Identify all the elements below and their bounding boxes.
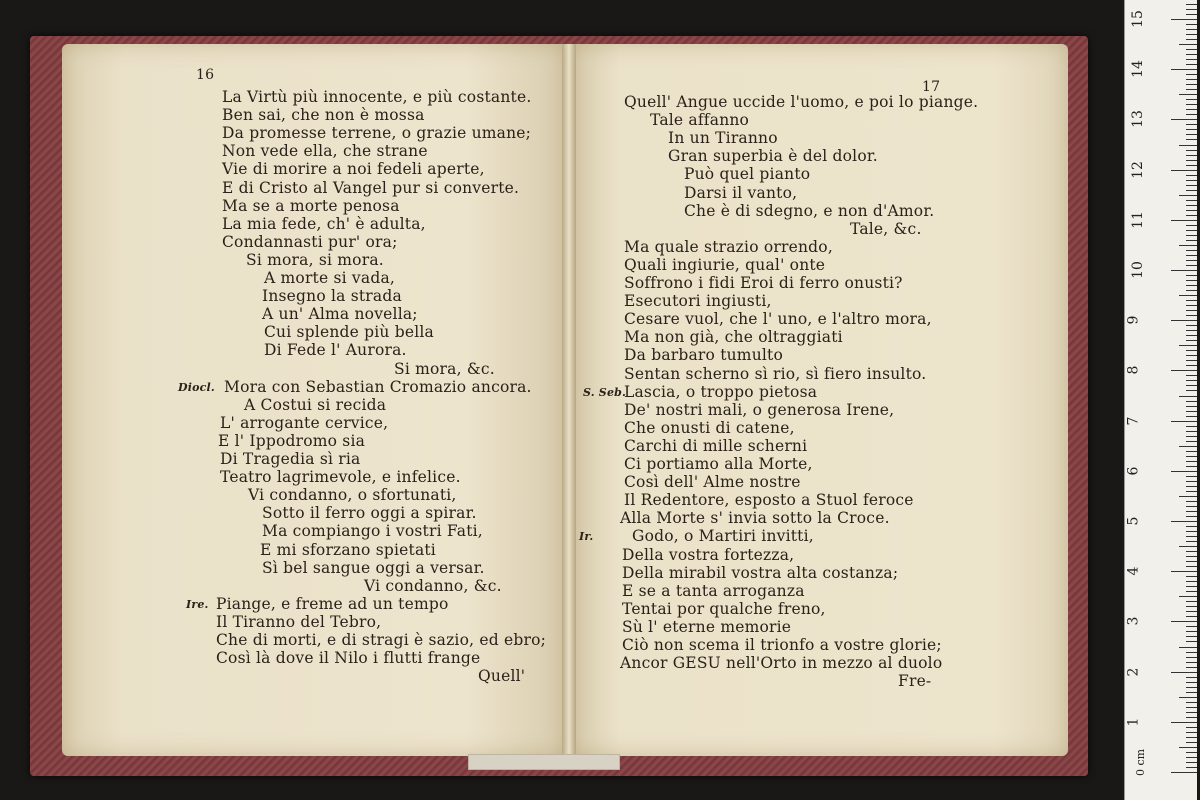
ruler-tick bbox=[1186, 566, 1197, 567]
ruler-tick bbox=[1171, 19, 1197, 20]
ruler-tick bbox=[1186, 285, 1197, 286]
verse-line: Tale, &c. bbox=[850, 219, 922, 238]
ruler-tick bbox=[1186, 150, 1197, 151]
verse-line: Sì bel sangue oggi a versar. bbox=[262, 558, 485, 577]
verse-line: Il Tiranno del Tebro, bbox=[216, 612, 382, 631]
ruler-tick bbox=[1186, 104, 1197, 105]
verse-line: Quell' Angue uccide l'uomo, e poi lo piange. bbox=[624, 93, 979, 111]
verse-line: Della vostra fortezza, bbox=[622, 545, 795, 564]
ruler-tick bbox=[1179, 44, 1197, 45]
ruler-tick bbox=[1186, 601, 1197, 602]
ruler-tick bbox=[1186, 727, 1197, 728]
ruler-tick bbox=[1186, 340, 1197, 341]
ruler-tick bbox=[1186, 486, 1197, 487]
ruler-tick bbox=[1186, 99, 1197, 100]
ruler-tick bbox=[1171, 119, 1197, 120]
ruler-tick bbox=[1186, 461, 1197, 462]
ruler-number: 1 bbox=[1125, 717, 1142, 727]
ruler-number: 11 bbox=[1129, 210, 1146, 229]
ruler-number: 12 bbox=[1129, 160, 1146, 179]
verse-line: Di Tragedia sì ria bbox=[220, 450, 361, 468]
verse-line: Alla Morte s' invia sotto la Croce. bbox=[620, 509, 890, 528]
ruler-number: 8 bbox=[1125, 365, 1142, 375]
verse-line: Il Redentore, esposto a Stuol feroce bbox=[624, 491, 914, 510]
verse-line: Tale affanno bbox=[650, 111, 750, 130]
ruler-tick bbox=[1171, 320, 1197, 321]
ruler-tick bbox=[1186, 29, 1197, 30]
verse-line: Si mora, &c. bbox=[394, 359, 495, 378]
ruler-tick bbox=[1186, 265, 1197, 266]
ruler-tick bbox=[1186, 49, 1197, 50]
ruler-tick bbox=[1186, 175, 1197, 176]
ruler-tick bbox=[1171, 170, 1197, 171]
verse-line: Da promesse terrene, o grazie umane; bbox=[222, 124, 532, 143]
ruler-tick bbox=[1186, 200, 1197, 201]
verse-line: Si mora, si mora. bbox=[246, 250, 384, 269]
measurement-ruler bbox=[1124, 0, 1197, 800]
verse-line: Così là dove il Nilo i flutti frange bbox=[216, 649, 481, 668]
ruler-tick bbox=[1186, 541, 1197, 542]
ruler-tick bbox=[1186, 310, 1197, 311]
ruler-tick bbox=[1186, 501, 1197, 502]
ruler-tick bbox=[1186, 611, 1197, 612]
verse-line: Insegno la strada bbox=[262, 287, 402, 306]
ruler-tick bbox=[1186, 762, 1197, 763]
ruler-tick bbox=[1186, 692, 1197, 693]
ruler-tick bbox=[1186, 556, 1197, 557]
verse-line: La Virtù più innocente, e più costante. bbox=[222, 88, 532, 106]
ruler-tick bbox=[1171, 270, 1197, 271]
ruler-tick bbox=[1186, 576, 1197, 577]
ruler-tick bbox=[1186, 305, 1197, 306]
ruler-number: 4 bbox=[1125, 566, 1142, 576]
ruler-tick bbox=[1171, 772, 1197, 773]
verse-line: Sù l' eterne memorie bbox=[622, 617, 792, 636]
ruler-number: 10 bbox=[1129, 261, 1146, 279]
ruler-tick bbox=[1186, 451, 1197, 452]
ruler-tick bbox=[1186, 185, 1197, 186]
ruler-tick bbox=[1186, 717, 1197, 718]
ruler-tick bbox=[1186, 436, 1197, 437]
ruler-tick bbox=[1186, 441, 1197, 442]
ruler-tick bbox=[1186, 280, 1197, 281]
verse-line: Ma quale strazio orrendo, bbox=[624, 237, 833, 256]
ruler-tick bbox=[1186, 114, 1197, 115]
ruler-tick bbox=[1186, 491, 1197, 492]
verse-line: De' nostri mali, o generosa Irene, bbox=[624, 400, 895, 419]
ruler-tick bbox=[1171, 571, 1197, 572]
verse-line: Godo, o Martiri invitti, bbox=[632, 527, 814, 546]
verse-line: Quell' bbox=[478, 667, 526, 686]
verse-line: Lascia, o troppo pietosa bbox=[624, 382, 818, 401]
verse-line: Carchi di mille scherni bbox=[624, 436, 808, 455]
verse-line: Condannasti pur' ora; bbox=[222, 232, 398, 251]
ruler-tick bbox=[1171, 370, 1197, 371]
ruler-tick bbox=[1186, 631, 1197, 632]
ruler-number: 5 bbox=[1125, 516, 1142, 526]
ruler-tick bbox=[1186, 702, 1197, 703]
verse-line: Di Fede l' Aurora. bbox=[264, 341, 407, 360]
ruler-tick bbox=[1171, 421, 1197, 422]
ruler-tick bbox=[1186, 536, 1197, 537]
verse-line: Gran superbia è del dolor. bbox=[668, 147, 878, 166]
ruler-tick bbox=[1186, 737, 1197, 738]
ruler-tick bbox=[1186, 390, 1197, 391]
verse-line: Esecutori ingiusti, bbox=[624, 292, 772, 311]
ruler-tick bbox=[1186, 290, 1197, 291]
verse-line: L' arrogante cervice, bbox=[220, 413, 389, 432]
ruler-tick bbox=[1186, 636, 1197, 637]
ruler-number: 14 bbox=[1129, 60, 1146, 79]
ruler-tick bbox=[1186, 742, 1197, 743]
ruler-tick bbox=[1186, 315, 1197, 316]
speaker-label: Ire. bbox=[186, 597, 209, 611]
page-number: 17 bbox=[922, 79, 941, 95]
ruler-tick bbox=[1179, 295, 1197, 296]
ruler-tick bbox=[1186, 677, 1197, 678]
ruler-tick bbox=[1186, 59, 1197, 60]
verse-line: Può quel pianto bbox=[684, 165, 811, 184]
book-gutter bbox=[562, 44, 576, 756]
ruler-tick bbox=[1171, 471, 1197, 472]
verse-line: Non vede ella, che strane bbox=[222, 142, 428, 161]
ruler-tick bbox=[1186, 476, 1197, 477]
verse-line: Piange, e freme ad un tempo bbox=[216, 594, 449, 613]
ruler-tick bbox=[1186, 325, 1197, 326]
ruler-tick bbox=[1186, 180, 1197, 181]
verse-line: A un' Alma novella; bbox=[262, 305, 418, 324]
verse-line: Soffrono i fidi Eroi di ferro onusti? bbox=[624, 274, 903, 292]
verse-line: Da barbaro tumulto bbox=[624, 346, 784, 365]
ruler-tick bbox=[1186, 416, 1197, 417]
ruler-tick bbox=[1186, 205, 1197, 206]
speaker-label: Diocl. bbox=[178, 380, 215, 394]
ruler-tick bbox=[1186, 511, 1197, 512]
verse-line: Ci portiamo alla Morte, bbox=[624, 455, 813, 473]
ruler-tick bbox=[1171, 621, 1197, 622]
ruler-tick bbox=[1186, 14, 1197, 15]
ruler-tick bbox=[1186, 506, 1197, 507]
ruler-tick bbox=[1186, 109, 1197, 110]
ruler-tick bbox=[1186, 84, 1197, 85]
ruler-tick bbox=[1186, 350, 1197, 351]
ruler-tick bbox=[1186, 160, 1197, 161]
ruler-tick bbox=[1186, 652, 1197, 653]
ruler-tick bbox=[1186, 225, 1197, 226]
ruler-tick bbox=[1186, 89, 1197, 90]
ruler-tick bbox=[1186, 466, 1197, 467]
verse-line: Vie di morire a noi fedeli aperte, bbox=[222, 160, 485, 179]
verse-line: A Costui si recida bbox=[244, 395, 387, 414]
ruler-tick bbox=[1186, 235, 1197, 236]
ruler-tick bbox=[1186, 687, 1197, 688]
ruler-number: 15 bbox=[1129, 10, 1146, 28]
ruler-tick bbox=[1186, 667, 1197, 668]
ruler-tick bbox=[1186, 24, 1197, 25]
ruler-tick bbox=[1186, 732, 1197, 733]
verse-line: Darsi il vanto, bbox=[684, 183, 798, 202]
ruler-tick bbox=[1179, 596, 1197, 597]
ruler-tick bbox=[1186, 4, 1197, 5]
verse-line: Vi condanno, &c. bbox=[364, 576, 502, 595]
ruler-tick bbox=[1186, 139, 1197, 140]
ruler-tick bbox=[1186, 240, 1197, 241]
ruler-tick bbox=[1171, 69, 1197, 70]
ruler-tick bbox=[1186, 712, 1197, 713]
ruler-tick bbox=[1186, 155, 1197, 156]
ruler-number: 9 bbox=[1125, 315, 1142, 325]
verse-line: E l' Ippodromo sia bbox=[218, 431, 366, 450]
ruler-tick bbox=[1186, 215, 1197, 216]
binding-strip bbox=[468, 754, 620, 770]
verse-line: Sotto il ferro oggi a spirar. bbox=[262, 504, 477, 523]
ruler-tick bbox=[1179, 245, 1197, 246]
ruler-tick bbox=[1186, 260, 1197, 261]
verse-line: Che è di sdegno, e non d'Amor. bbox=[684, 201, 935, 220]
ruler-tick bbox=[1186, 526, 1197, 527]
ruler-tick bbox=[1186, 561, 1197, 562]
ruler-tick bbox=[1186, 330, 1197, 331]
verse-line: Cui splende più bella bbox=[264, 323, 434, 342]
ruler-tick bbox=[1186, 531, 1197, 532]
verse-line: Ma non già, che oltraggiati bbox=[624, 328, 843, 347]
ruler-tick bbox=[1186, 165, 1197, 166]
verse-line: A morte si vada, bbox=[264, 269, 396, 287]
ruler-tick bbox=[1186, 551, 1197, 552]
ruler-tick bbox=[1186, 626, 1197, 627]
ruler-tick bbox=[1186, 250, 1197, 251]
ruler-tick bbox=[1186, 606, 1197, 607]
ruler-tick bbox=[1186, 385, 1197, 386]
ruler-tick bbox=[1171, 722, 1197, 723]
ruler-tick bbox=[1179, 747, 1197, 748]
speaker-label: Ir. bbox=[579, 530, 594, 544]
verse-line: Sentan scherno sì rio, sì fiero insulto. bbox=[624, 364, 927, 383]
ruler-tick bbox=[1186, 39, 1197, 40]
ruler-tick bbox=[1186, 355, 1197, 356]
ruler-tick bbox=[1171, 672, 1197, 673]
ruler-tick bbox=[1179, 94, 1197, 95]
verse-line: E se a tanta arroganza bbox=[622, 581, 805, 600]
verse-line: Tentai por qualche freno, bbox=[622, 599, 826, 618]
ruler-tick bbox=[1186, 641, 1197, 642]
ruler-tick bbox=[1186, 375, 1197, 376]
ruler-tick bbox=[1186, 134, 1197, 135]
verse-line: Così dell' Alme nostre bbox=[624, 473, 801, 492]
ruler-tick bbox=[1179, 697, 1197, 698]
ruler-tick bbox=[1186, 456, 1197, 457]
ruler-tick bbox=[1171, 521, 1197, 522]
verse-line: E mi sforzano spietati bbox=[260, 540, 436, 559]
ruler-tick bbox=[1186, 360, 1197, 361]
verse-line: Teatro lagrimevole, e infelice. bbox=[220, 468, 461, 487]
ruler-tick bbox=[1186, 406, 1197, 407]
ruler-tick bbox=[1186, 335, 1197, 336]
verse-line: Ma compiango i vostri Fati, bbox=[262, 522, 483, 541]
ruler-tick bbox=[1186, 54, 1197, 55]
verse-line: La mia fede, ch' è adulta, bbox=[222, 214, 426, 233]
verse-line: Che onusti di catene, bbox=[624, 418, 795, 437]
ruler-tick bbox=[1171, 220, 1197, 221]
ruler-tick bbox=[1186, 210, 1197, 211]
ruler-tick bbox=[1179, 647, 1197, 648]
ruler-number: 6 bbox=[1125, 466, 1142, 476]
ruler-tick bbox=[1186, 9, 1197, 10]
ruler-tick bbox=[1186, 411, 1197, 412]
ruler-tick bbox=[1186, 79, 1197, 80]
ruler-tick bbox=[1186, 752, 1197, 753]
verse-line: E di Cristo al Vangel pur si converte. bbox=[222, 178, 520, 197]
ruler-number: 2 bbox=[1125, 667, 1142, 677]
ruler-tick bbox=[1186, 431, 1197, 432]
verse-line: Mora con Sebastian Cromazio ancora. bbox=[224, 377, 532, 396]
ruler-tick bbox=[1186, 682, 1197, 683]
speaker-label: S. Seb. bbox=[583, 385, 627, 399]
ruler-tick bbox=[1179, 496, 1197, 497]
ruler-tick bbox=[1186, 129, 1197, 130]
verse-line: Della mirabil vostra alta costanza; bbox=[622, 563, 899, 582]
ruler-tick bbox=[1186, 230, 1197, 231]
verse-line: Ma se a morte penosa bbox=[222, 196, 400, 215]
page-number: 16 bbox=[196, 67, 215, 83]
ruler-tick bbox=[1186, 581, 1197, 582]
verse-line: Vi condanno, o sfortunati, bbox=[248, 486, 457, 505]
ruler-tick bbox=[1186, 64, 1197, 65]
ruler-number: 3 bbox=[1125, 616, 1142, 626]
ruler-tick bbox=[1186, 591, 1197, 592]
verse-line: Ancor GESU nell'Orto in mezzo al duolo bbox=[620, 654, 943, 673]
ruler-tick bbox=[1179, 345, 1197, 346]
ruler-tick bbox=[1186, 34, 1197, 35]
ruler-number: 13 bbox=[1129, 110, 1146, 129]
ruler-tick bbox=[1186, 757, 1197, 758]
ruler-tick bbox=[1186, 516, 1197, 517]
ruler-tick bbox=[1186, 275, 1197, 276]
ruler-tick bbox=[1186, 707, 1197, 708]
ruler-tick bbox=[1179, 145, 1197, 146]
ruler-tick bbox=[1186, 481, 1197, 482]
ruler-tick bbox=[1186, 255, 1197, 256]
ruler-tick bbox=[1186, 616, 1197, 617]
ruler-tick bbox=[1186, 380, 1197, 381]
ruler-tick bbox=[1186, 124, 1197, 125]
ruler-tick bbox=[1186, 190, 1197, 191]
ruler-tick bbox=[1179, 195, 1197, 196]
ruler-tick bbox=[1186, 657, 1197, 658]
ruler-number: 7 bbox=[1125, 416, 1142, 426]
verse-line: Quali ingiurie, qual' onte bbox=[624, 255, 826, 274]
ruler-tick bbox=[1186, 426, 1197, 427]
verse-line: Fre- bbox=[898, 672, 932, 691]
ruler-tick bbox=[1186, 767, 1197, 768]
ruler-tick bbox=[1186, 365, 1197, 366]
ruler-tick bbox=[1186, 300, 1197, 301]
verse-line: Ciò non scema il trionfo a vostre glorie; bbox=[622, 636, 942, 654]
ruler-unit-label: 0 cm bbox=[1134, 748, 1148, 777]
ruler-tick bbox=[1186, 74, 1197, 75]
ruler-tick bbox=[1186, 401, 1197, 402]
ruler-tick bbox=[1179, 446, 1197, 447]
verse-line: In un Tiranno bbox=[668, 129, 778, 148]
ruler-tick bbox=[1186, 662, 1197, 663]
ruler-tick bbox=[1179, 396, 1197, 397]
verse-line: Ben sai, che non è mossa bbox=[222, 106, 425, 125]
verse-line: Cesare vuol, che l' uno, e l'altro mora, bbox=[624, 310, 932, 329]
verse-line: Che di morti, e di stragi è sazio, ed ebro; bbox=[216, 631, 547, 649]
ruler-tick bbox=[1179, 546, 1197, 547]
ruler-tick bbox=[1186, 586, 1197, 587]
